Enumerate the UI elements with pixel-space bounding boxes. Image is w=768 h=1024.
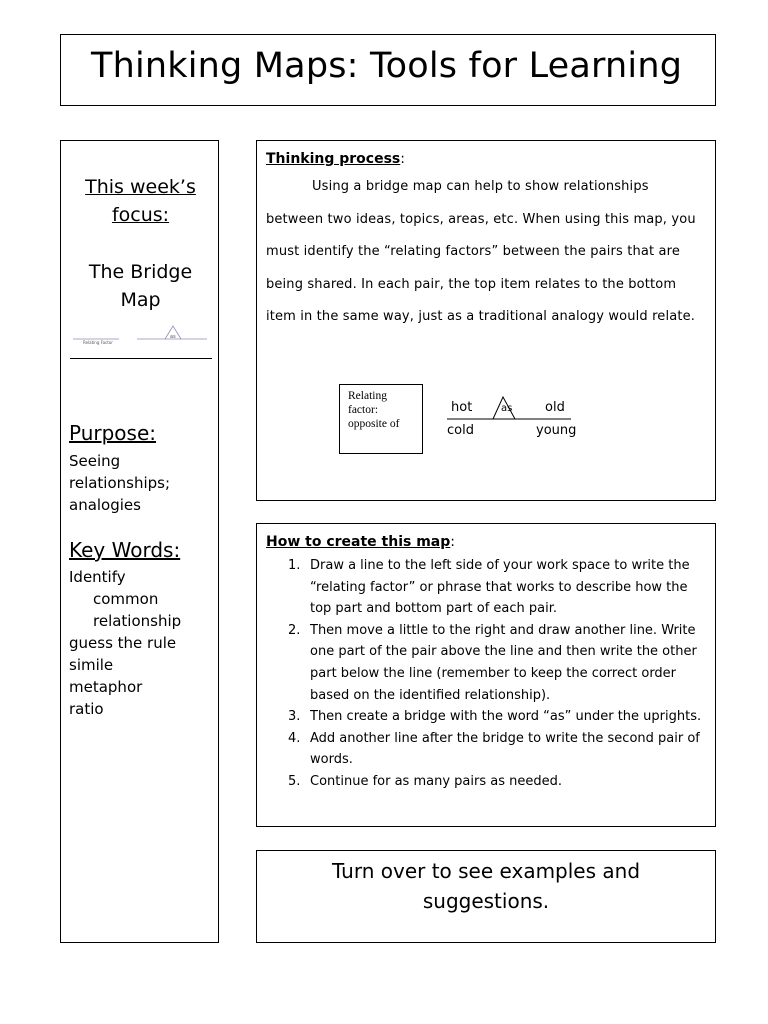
focus-name-line-1: The Bridge: [88, 261, 193, 283]
step-item: [288, 728, 708, 771]
focus-name-line-2: Map: [120, 289, 161, 311]
step-text: Then move a little to the right and draw another line. Write one part of the pair above the line and then write the other part below the line (remember to keep the correct order based on the identified relationship).: [310, 622, 697, 703]
heading-colon: :: [450, 534, 455, 550]
mini-bridge-map-thumbnail: [71, 319, 211, 349]
relating-factor-line-2: factor:: [348, 404, 379, 416]
key-word: relationship: [93, 612, 182, 630]
purpose-line: relationships;: [69, 474, 171, 492]
key-words-heading: Key Words:: [69, 538, 181, 562]
relating-factor-line-1: Relating: [348, 390, 387, 402]
turn-over-line-2: suggestions.: [422, 889, 550, 913]
heading-colon: :: [400, 151, 405, 167]
how-to-create-section: [256, 523, 716, 827]
step-item: [288, 555, 708, 620]
sidebar-divider: [70, 358, 212, 359]
purpose-line: Seeing: [69, 452, 121, 470]
mini-map-as: as: [170, 334, 176, 340]
turn-over-note-box: [256, 850, 716, 943]
turn-over-note: [257, 856, 715, 916]
key-words-list: [69, 566, 181, 720]
step-text: Add another line after the bridge to write the second pair of words.: [310, 730, 700, 768]
step-number: 1.: [288, 558, 301, 573]
thinking-process-section: [256, 140, 716, 501]
pair-top-left: hot: [451, 400, 473, 415]
purpose-text: [69, 450, 170, 516]
steps-list: [288, 555, 708, 793]
page-title: Thinking Maps: Tools for Learning: [91, 46, 683, 86]
step-text: Then create a bridge with the word “as” under the uprights.: [310, 709, 702, 725]
pair-bottom-left: cold: [447, 423, 474, 438]
pair-top-right: old: [545, 400, 565, 415]
pair-bottom-right: young: [536, 423, 577, 438]
relating-factor-box: [339, 384, 423, 454]
step-number: 4.: [288, 730, 301, 746]
step-number: 2.: [288, 622, 301, 638]
purpose-heading: Purpose:: [69, 421, 157, 445]
how-to-create-heading-text: How to create this map: [266, 534, 451, 550]
key-word: guess the rule: [69, 634, 177, 652]
how-to-create-heading: [266, 534, 455, 550]
step-number: 3.: [288, 709, 301, 725]
focus-heading-line-2: focus:: [111, 204, 170, 226]
step-text: Continue for as many pairs as needed.: [310, 773, 562, 789]
mini-map-label: Relating Factor: [83, 340, 113, 345]
thinking-process-heading: [266, 151, 405, 167]
step-number: 5.: [288, 773, 301, 789]
purpose-line: analogies: [69, 496, 141, 514]
title-box: [60, 34, 716, 106]
step-text: Draw a line to the left side of your work space to write the “relating factor” or phrase that works to describe how the top part and bottom part of each pair.: [310, 558, 690, 617]
sidebar: [60, 140, 219, 943]
focus-heading: [61, 173, 220, 229]
key-word: simile: [69, 656, 114, 674]
step-item: [288, 771, 708, 793]
key-word: Identify: [69, 568, 126, 586]
thinking-process-heading-text: Thinking process: [266, 151, 401, 167]
turn-over-line-1: Turn over to see examples and: [331, 859, 641, 883]
focus-heading-line-1: This week’s: [85, 176, 196, 198]
relating-factor-line-3: opposite of: [348, 418, 400, 430]
bridge-as-label: as: [501, 403, 513, 414]
step-item: [288, 706, 708, 728]
key-word: metaphor: [69, 678, 143, 696]
thinking-process-paragraph: Using a bridge map can help to show relationships between two ideas, topics, areas, etc. When using this map, you must identify the “relating factors” between the pairs that are being shared. In each pair, the top item relates to the bottom item in the same way, just as a traditional analogy would relate.: [266, 179, 696, 325]
step-item: [288, 620, 708, 706]
key-word: ratio: [69, 700, 104, 718]
key-word: common: [93, 590, 159, 608]
focus-name: [61, 258, 220, 314]
